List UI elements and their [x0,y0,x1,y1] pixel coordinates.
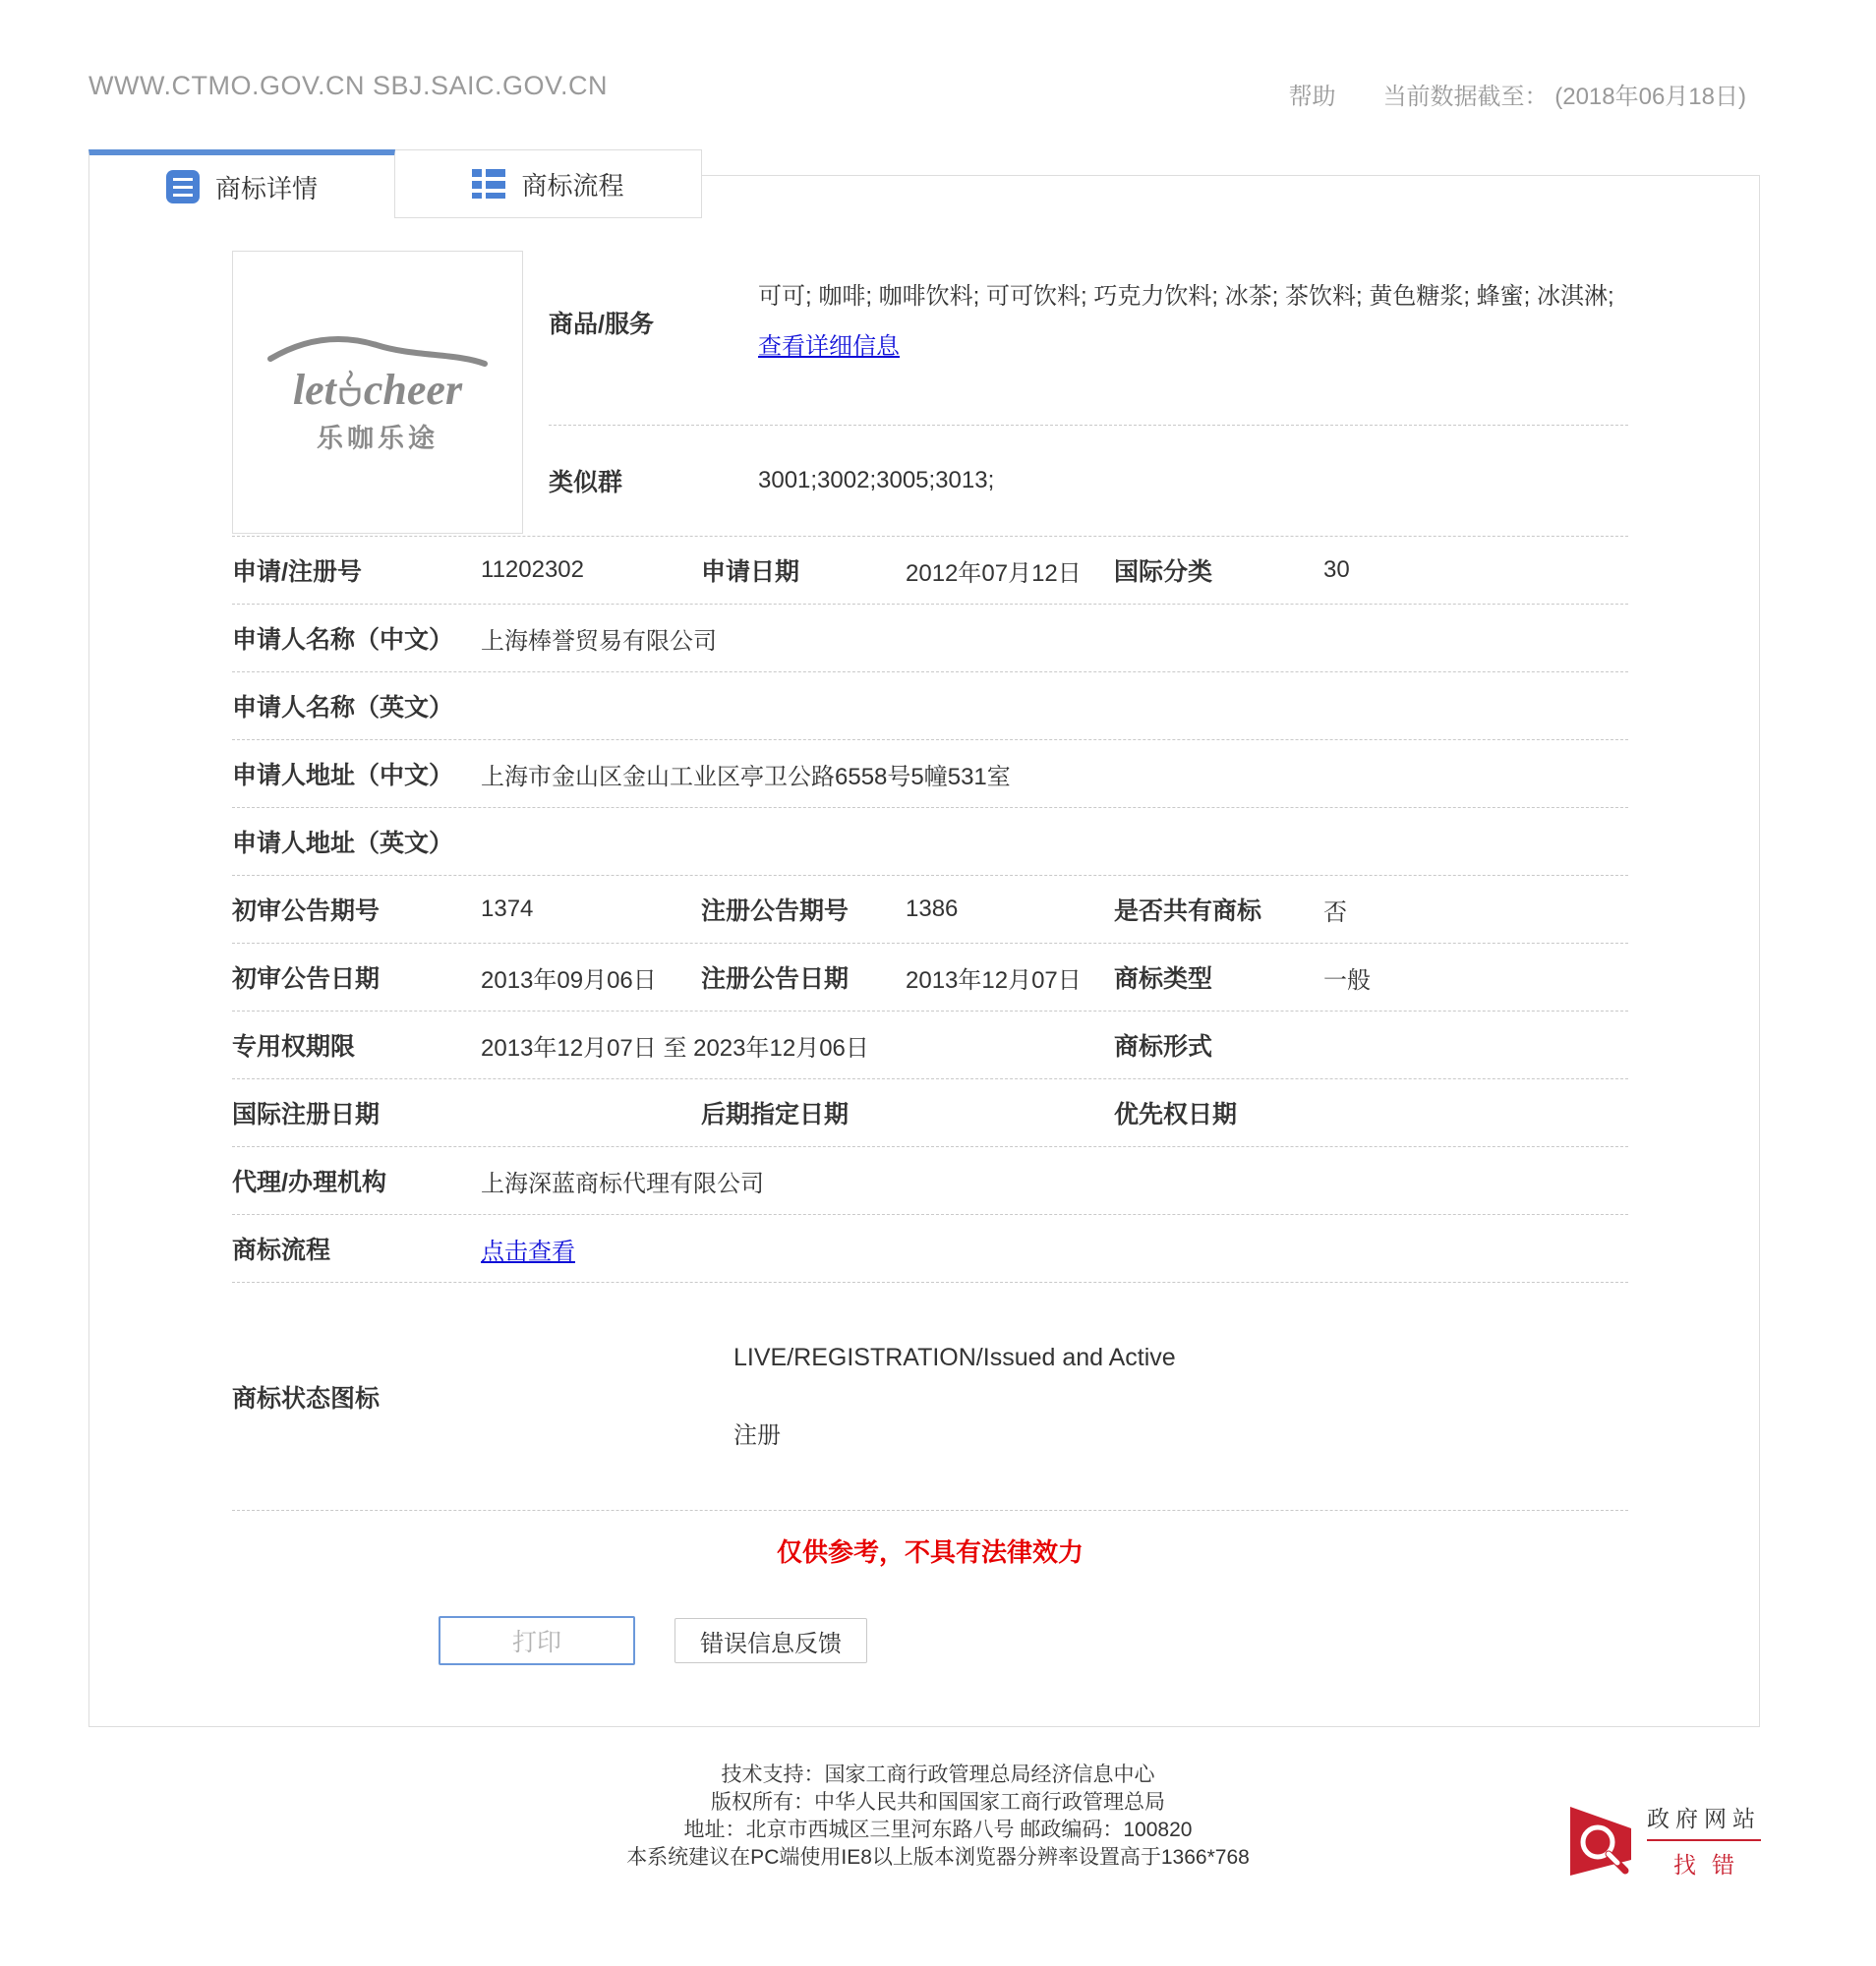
table-row [232,1215,1628,1283]
intl-reg-date-label: 国际注册日期 [232,1101,381,1128]
reg-gazette-no-value: 1386 [906,896,959,922]
footer-browser-advice: 本系统建议在PC端使用IE8以上版本浏览器分辨率设置高于1366*768 [626,1846,1250,1869]
exclusive-period-value: 2013年12月07日 至 2023年12月06日 [481,1034,869,1062]
trademark-chinese-name: 乐咖乐途 [317,424,439,453]
intl-class-value: 30 [1323,556,1350,583]
view-details-link[interactable]: 查看详细信息 [758,332,900,360]
table-row [232,672,1628,740]
reg-number-label: 申请/注册号 [232,558,362,586]
status-row [232,1283,1628,1511]
first-gazette-no-value: 1374 [481,896,534,922]
process-label: 商标流程 [232,1237,331,1264]
status-live-text: LIVE/REGISTRATION/Issued and Active [733,1343,1176,1371]
later-designation-label: 后期指定日期 [701,1101,850,1128]
first-gazette-date-label: 初审公告日期 [232,965,381,993]
agency-value: 上海深蓝商标代理有限公司 [481,1170,764,1197]
magnifier-badge-icon [1568,1803,1637,1878]
trademark-latin-name [293,365,462,415]
goods-services-label: 商品/服务 [549,310,654,338]
error-feedback-button[interactable]: 错误信息反馈 [674,1618,867,1663]
footer-tech-support: 技术支持：国家工商行政管理总局经济信息中心 [721,1764,1155,1786]
tab-bar [88,149,702,218]
first-gazette-no-label: 初审公告期号 [232,897,381,925]
applicant-cn-value: 上海棒誉贸易有限公司 [481,627,717,655]
exclusive-period-label: 专用权期限 [232,1033,356,1061]
tab-label: 商标流程 [521,170,624,201]
address-cn-value: 上海市金山区金山工业区亭卫公路6558号5幢531室 [481,763,1011,790]
priority-date-label: 优先权日期 [1114,1101,1238,1128]
address-cn-label: 申请人地址（中文） [232,762,454,789]
trademark-detail-panel [88,175,1760,1727]
list-icon [472,167,505,201]
app-date-label: 申请日期 [701,558,800,586]
coffee-cup-icon [337,370,363,411]
print-button[interactable]: 打印 [439,1616,635,1665]
first-gazette-date-value: 2013年09月06日 [481,966,657,994]
header-right [1289,77,1746,111]
goods-services-row [549,219,1628,426]
trademark-summary-section [232,219,1628,537]
table-row [232,537,1628,605]
similar-group-value: 3001;3002;3005;3013; [758,467,995,493]
mark-form-label: 商标形式 [1114,1033,1213,1061]
logo-text-left: let [292,366,336,414]
gov-site-error-report-badge[interactable] [1568,1801,1761,1879]
table-row [232,740,1628,808]
similar-group-label: 类似群 [549,469,623,496]
table-row [232,944,1628,1012]
action-buttons [232,1616,1628,1665]
swoosh-icon [266,329,489,369]
table-row [232,1079,1628,1147]
mark-type-label: 商标类型 [1114,965,1213,993]
table-row [232,876,1628,944]
agency-label: 代理/办理机构 [232,1169,386,1196]
app-date-value: 2012年07月12日 [906,559,1082,587]
data-cutoff-label: 当前数据截至： (2018年06月18日) [1382,84,1746,110]
clipboard-icon [166,170,200,203]
reg-number-value: 11202302 [481,556,584,583]
logo-text-right: cheer [363,366,463,414]
tab-trademark-process[interactable] [395,149,702,218]
reg-gazette-date-label: 注册公告日期 [701,965,850,993]
intl-class-label: 国际分类 [1114,558,1213,586]
status-label: 商标状态图标 [232,1384,381,1413]
tab-label: 商标详情 [214,173,318,203]
reg-gazette-date-value: 2013年12月07日 [906,966,1082,994]
footer-copyright: 版权所有：中华人民共和国国家工商行政管理总局 [711,1791,1165,1814]
mark-type-value: 一般 [1323,966,1371,994]
trademark-logo [232,251,523,534]
similar-group-row [549,426,1628,536]
applicant-cn-label: 申请人名称（中文） [232,626,454,654]
shared-mark-value: 否 [1323,898,1347,926]
site-domains-label: WWW.CTMO.GOV.CN SBJ.SAIC.GOV.CN [88,71,609,100]
applicant-en-label: 申请人名称（英文） [232,694,454,722]
table-row [232,1147,1628,1215]
goods-services-value [758,272,1628,372]
help-link[interactable]: 帮助 [1288,84,1336,110]
reg-gazette-no-label: 注册公告期号 [701,897,850,925]
gov-badge-title: 政府网站 [1647,1801,1761,1841]
status-registered-text: 注册 [733,1421,781,1449]
table-row [232,1012,1628,1079]
address-en-label: 申请人地址（英文） [232,830,454,857]
goods-list: 可可; 咖啡; 咖啡饮料; 可可饮料; 巧克力饮料; 冰茶; 茶饮料; 黄色糖浆; 蜂蜜; 冰淇淋; [758,283,1614,311]
tab-trademark-details[interactable] [88,149,395,218]
shared-mark-label: 是否共有商标 [1114,897,1262,925]
footer-address: 地址：北京市西城区三里河东路八号 邮政编码：100820 [683,1819,1193,1841]
gov-badge-subtitle: 找错 [1673,1852,1750,1878]
click-to-view-link[interactable]: 点击查看 [481,1238,575,1265]
table-row [232,808,1628,876]
legal-disclaimer: 仅供参考，不具有法律效力 [776,1537,1084,1567]
table-row [232,605,1628,672]
